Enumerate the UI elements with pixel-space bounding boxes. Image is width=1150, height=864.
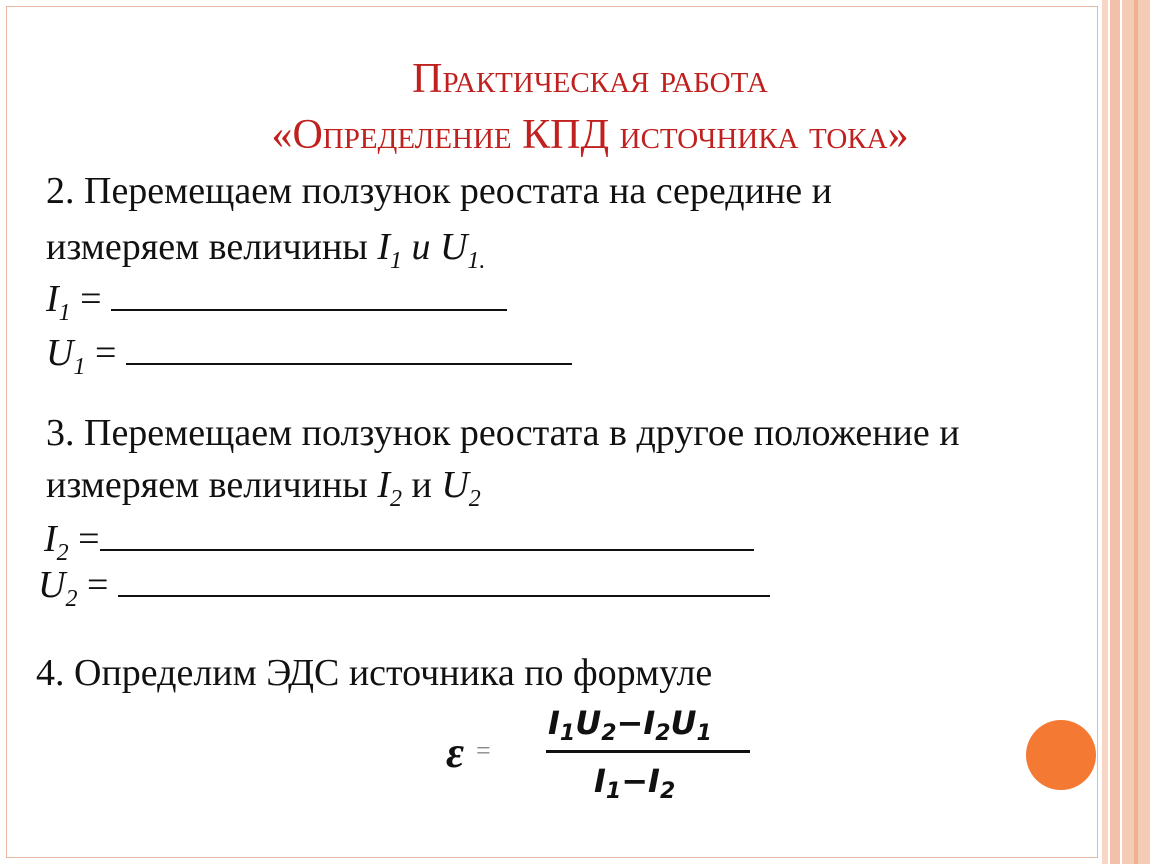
step3-i-answer-row bbox=[44, 520, 754, 565]
slide-title-line2: «Определение КПД источника тока» bbox=[271, 112, 909, 158]
den-i2-sub: 2 bbox=[659, 779, 676, 804]
step2-u-answer-row bbox=[46, 334, 572, 379]
sub-i: 1 bbox=[389, 248, 402, 274]
step3-text-line2 bbox=[46, 466, 481, 511]
i-sub: 2 bbox=[56, 540, 69, 566]
num-u1: U bbox=[670, 704, 697, 742]
den-minus: − bbox=[621, 762, 649, 800]
equals: = bbox=[85, 332, 126, 374]
num-u2: U bbox=[575, 704, 602, 742]
step3-text-line1: 3. Перемещаем ползунок реостата в другое положение и bbox=[46, 412, 960, 454]
u-label: U bbox=[38, 564, 66, 606]
num-i2-sub: 2 bbox=[655, 721, 671, 746]
num-i2: I bbox=[643, 704, 656, 742]
i-sub: 1 bbox=[58, 300, 71, 326]
equals: = bbox=[77, 564, 118, 606]
slide-title-line1: Практическая работа bbox=[412, 56, 768, 102]
num-minus: − bbox=[616, 704, 644, 742]
u-sub: 2 bbox=[65, 586, 78, 612]
den-i2: I bbox=[648, 762, 660, 800]
step3-prefix: измеряем величины bbox=[46, 464, 378, 506]
var-u: U bbox=[439, 226, 468, 268]
equals: = bbox=[70, 278, 112, 320]
conj: и bbox=[401, 226, 440, 268]
step2-text-line2 bbox=[46, 228, 485, 273]
i-label: I bbox=[46, 278, 59, 320]
u-sub: 1 bbox=[73, 354, 86, 380]
conj: и bbox=[401, 464, 442, 506]
step3-u-answer-row bbox=[38, 566, 770, 611]
formula-equals: = bbox=[476, 736, 491, 765]
var-i: I bbox=[377, 464, 390, 506]
step2-prefix: измеряем величины bbox=[46, 226, 378, 268]
step2-text-line1: 2. Перемещаем ползунок реостата на середине и bbox=[46, 170, 832, 212]
emf-symbol: ε bbox=[446, 728, 465, 777]
sub-u: 1. bbox=[467, 248, 486, 274]
step4-text: 4. Определим ЭДС источника по формуле bbox=[36, 652, 713, 694]
den-i1-sub: 1 bbox=[605, 779, 622, 804]
i-label: I bbox=[44, 518, 57, 560]
var-u: U bbox=[441, 464, 469, 506]
num-i1-sub: 1 bbox=[559, 721, 576, 746]
u1-answer-blank[interactable] bbox=[126, 337, 572, 365]
num-u1-sub: 1 bbox=[696, 721, 712, 746]
num-i1: I bbox=[548, 704, 560, 742]
u2-answer-blank[interactable] bbox=[118, 569, 770, 597]
i2-answer-blank[interactable] bbox=[100, 523, 754, 551]
decor-circle bbox=[1026, 720, 1096, 790]
formula-denominator bbox=[594, 762, 675, 804]
u-label: U bbox=[46, 332, 74, 374]
i1-answer-blank[interactable] bbox=[111, 283, 507, 311]
den-i1: I bbox=[594, 762, 606, 800]
equals: = bbox=[68, 518, 100, 560]
step2-i-answer-row bbox=[46, 280, 507, 325]
var-i: I bbox=[377, 226, 390, 268]
fraction-bar bbox=[546, 750, 750, 753]
sub-u: 2 bbox=[468, 486, 481, 512]
num-u2-sub: 2 bbox=[601, 721, 617, 746]
sub-i: 2 bbox=[389, 486, 402, 512]
formula-numerator bbox=[548, 704, 712, 746]
